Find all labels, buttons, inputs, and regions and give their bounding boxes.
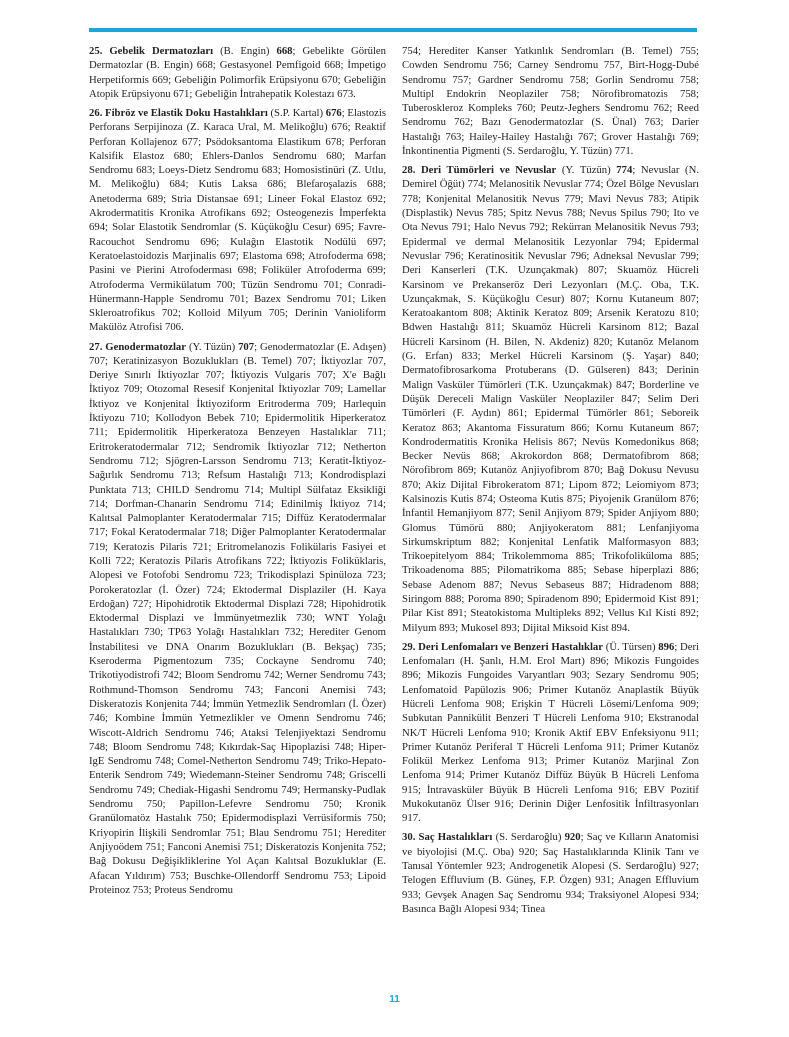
chapter-title: Deri Lenfomaları ve Benzeri Hastalıklar [418,640,604,653]
toc-entry [402,640,699,826]
chapter-author: (S.P. Kartal) [270,106,324,119]
chapter-number: 25. [89,45,103,57]
left-column [89,44,386,902]
toc-entry-continued [402,44,699,158]
toc-entry [89,106,386,335]
chapter-contents: ; Elastozis Perforans Serpijinoza (Z. Karaca Ural, M. Melikoğlu) 676; Reaktif Perforan Kollajenoz 677; Psödoksantoma Elastikum 678; Perforan Kalsifik Elastoz 680; Ehlers-Danlos Sendromu 680; Marfan Sendromu 683; Loeys-Dietz Sendromu 683; Homosistinüri (Z. Utlu, M. Melikoğlu) 684; Kutis Laksa 686; Blefaroşalazis 688; Anetoderma 689; Stria Distansae 691; Lineer Fokal Elastoz 692; Akrodermatitis Kronika Atrofikans 692; Osteogenezis İmperfekta 694; Solar Elastotik Sendromlar (S. Küçükoğlu Cesur) 695; Favre-Racouchot Sendromu 696; Kulağın Elastotik Nodülü 697; Keratoelastoidozis Marjinalis 697; Elastoma 698; Atrofoderma 698; Pasini ve Pierini Atrofoderması 698; Foliküler Atrofoderma 699; Atrofoderma Vermikülatum 700; Tüzün Sendromu 701; Conradi-Hünermann-Happle Sendromu 701; Bazex Sendromu 701; Liken Skleroatrofikus 702; Kolloid Milyum 705; Derinin Vanioliform Makülöz Atrofisi 706. [89,106,387,334]
chapter-author: (Ü. Türsen) [605,640,656,653]
chapter-number: 27. [89,340,103,353]
toc-entry [402,163,699,635]
chapter-number: 26. [89,106,103,119]
chapter-title: Genodermatozlar [105,340,187,353]
chapter-contents: ; Nevuslar (N. Demirel Öğüt) 774; Melanositik Nevuslar 774; Özel Bölge Nevusları 778; Konjenital Melanositik Nevus 779; Mavi Nevus 783; Atipik (Displastik) Nevus 785; Spitz Nevus 788; Nevus Spilus 790; Ito ve Ota Nevus 791; Halo Nevus 792; Rekürran Melanositik Nevus 793; Epidermal ve dermal Melanositik Lezyonlar 794; Epidermal Nevuslar 796; Keratinositik Nevuslar 796; Adneksal Nevuslar 799; Deri Kanserleri (T.K. Uzunçakmak) 807; Skuamöz Hücreli Karsinom ve Prekanseröz Deri Lezyonları (M.Ç. Oba, T.K. Uzunçakmak, S. Küçükoğlu Cesur) 807; Kornu Kutaneum 807; Keratoakantom 808; Aktinik Keratoz 809; Arsenik Keratozu 810; Bdwen Hastalığı 811; Skuamöz Hücreli Karsinom 812; Bazal Hücreli Karsinom (H. Bilen, N. Akdeniz) 820; Kutanöz Melanom (G. Erfan) 833; Merkel Hücreli Karsinom (Ş. Yaşar) 840; Dermatofibrosarkoma Protuberans (D. Gülseren) 843; Derinin Malign Vasküler Tümörleri (T.K. Uzunçakmak) 847; Borderline ve Düşük Dereceli Malign Vasküler Neoplaziler 847; Selim Deri Tümörleri (F. Aydın) 861; Epidermal Tümörler 861; Seboreik Keratoz 863; Akantoma Fissuratum 866; Kornu Kutaneum 867; Kondrodermatitis Kronika Helisis 867; Nevüs Komedonikus 868; Becker Nevüs 868; Akrokordon 868; Dermatofibrom 868; Nörofibrom 869; Kutanöz Anjiyofibrom 870; Bağ Dokusu Nevusu 870; Akiz Dijital Fibrokeratom 871; Lipom 872; Leiomiyom 873; Kalsinozis Kutis 874; Osteoma Kutis 875; Piyojenik Granülom 876; İnfantil Hemanjiyom 877; Senil Anjiyom 879; Spider Anjiyom 880; Glomus Tümörü 880; Anjiyokeratom 881; Lenfanjiyoma Sirkumskriptum 882; Konjenital Lenfatik Malformasyon 883; Trikoepitelyom 884; Trikolemmoma 885; Trikofoliküloma 885; Trikoadenoma 885; Pilomatrikoma 885; Sebase hiperplazi 886; Sebase Adenom 887; Nevus Sebaseus 887; Hidradenom 888; Siringom 888; Poroma 890; Spiradenom 890; Epidermoid Kist 891; Pilar Kist 891; Steatokistoma Multipleks 892; Vellus Kıl Kisti 892; Milyum 893; Mukosel 893; Dijital Miksoid Kist 894. [402,164,700,634]
chapter-contents: ; Saç ve Kılların Anatomisi ve biyolojisi (M.Ç. Oba) 920; Saç Hastalıklarında Klinik Tanı ve Tanısal Yöntemler 923; Androgenetik Alopesi (S. Serdaroğlu) 927; Telogen Effluvium (B. Güneş, F.P. Özgen) 931; Anagen Effluvium 933; Gevşek Anagen Saç Sendromu 934; Traksiyonel Alopesi 934; Basınca Bağlı Alopesi 934; Tinea [402,831,700,915]
chapter-author: (B. Engin) [220,45,270,57]
chapter-author: (Y. Tüzün) [188,340,236,353]
chapter-number: 28. [402,164,416,177]
chapter-title: Saç Hastalıkları [418,831,493,844]
toc-entry [89,44,386,101]
chapter-page: 896 [658,640,675,653]
chapter-title: Deri Tümörleri ve Nevuslar [420,164,557,177]
page-number: 11 [389,994,400,1005]
chapter-title: Fibröz ve Elastik Doku Hastalıkları [105,106,268,119]
chapter-contents: ; Deri Lenfomaları (H. Şanlı, H.M. Erol Mart) 896; Mikozis Fungoides 896; Mikozis Fungoides Varyantları 903; Sezary Sendromu 905; Lenfomatoid Papülozis 906; Primer Kutanöz Anaplastik Büyük Hücreli Lenfoma 908; Erişkin T Hücreli Lösemi/Lenfoma 909; Subkutan Pannikülit Benzeri T Hücreli Lenfoma 910; Ekstranodal NK/T Hücreli Lenfoma 910; Kronik Aktif EBV Enfeksiyonu 911; Primer Kutanöz Periferal T Hücreli Lenfoma 911; Primer Kutanöz Folikül Merkez Lenfoma 913; Primer Kutanöz Marjinal Zon Lenfoma 914; Primer Kutanöz Diffüz Büyük B Hücreli Lenfoma 915; İntravasküler Büyük B Hücreli Lenfoma 916; EBV Pozitif Mukokutanöz Ülser 916; Derinin Diğer Lenfositik İnfiltrasyonları 917. [402,640,700,825]
chapter-page: 920 [564,831,581,844]
chapter-contents: 754; Herediter Kanser Yatkınlık Sendromları (B. Temel) 755; Cowden Sendromu 756; Carney Sendromu 757, Birt-Hogg-Dubé Sendromu 757; Gardner Sendromu 758; Gorlin Sendromu 758; Multipl Endokrin Neoplaziler 758; Nörofibromatozis 758; Tuberoskleroz Kompleks 760; Peutz-Jeghers Sendromu 762; Reed Sendromu 762; Bazı Genodermatozlar (S. Ünal) 763; Darier Hastalığı 763; Hailey-Hailey Hastalığı 767; Grover Hastalığı 769; İnkontinentia Pigmenti (S. Serdaroğlu, Y. Tüzün) 771. [402,45,699,158]
chapter-contents: ; Gebelikte Görülen Dermatozlar (B. Engin) 668; Gestasyonel Pemfigoid 668; İmpetigo Herpetiformis 669; Gebeliğin Polimorfik Erüpsiyonu 670; Gebeliğin Atopik Erüpsiyonu 671; Gebeliğin İntrahepatik Kolestazı 673. [89,45,387,100]
toc-entry [89,340,386,898]
chapter-number: 29. [402,640,416,653]
chapter-page: 668 [276,45,293,57]
top-accent-rule [89,28,697,32]
toc-entry [402,830,699,916]
chapter-contents: ; Genodermatozlar (E. Adışen) 707; Keratinizasyon Bozuklukları (B. Temel) 707; İktiyozlar 707, Deriye Sınırlı İktiyozlar 707; İktiyozis Vulgaris 707; X'e Bağlı İktiyoz 709; Otozomal Resesif Konjenital İktiyozlar 709; Lamellar İktiyoz ve Konjenital İktiyoziform Eritroderma 709; Harlequin İktiyozu 710; Kollodyon Bebek 710; Epidermolitik Hiperkeratoz 711; Epidermolitik Hiperkeratoza Benzeyen Hastalıklar 711; Eritrokeratodermalar 712; Sendromik İktiyozlar 712; Netherton Sendromu 712; Sjögren-Larsson Sendromu 713; Keratit-İktiyoz-Sağırlık Sendromu 713; Refsum Hastalığı 713; Kondrodisplazi Punktata 713; CHILD Sendromu 714; Multipl Sülfataz Eksikliği 714; Dorfman-Chanarin Sendromu 714; Edinilmiş İktiyoz 714; Kalıtsal Palmoplanter Keratodermalar 715; Diffüz Keratodermalar 717; Fokal Keratodermalar 718; Diğer Palmoplanter Keratodermalar 719; Keratozis Pilaris 721; Eritromelanozis Folikülaris Fasiyei et Kolli 722; Keratozis Pilaris Atrofikans 722; İktiyozis Foliküklaris, Alopesi ve Fotofobi Sendromu 723; Trikodisplazi Spinüloza 723; Porokeratozlar (İ. Özer) 724; Ektodermal Displaziler (H. Kaya Erdoğan) 727; Hipohidrotik Ektodermal Displazi 728; Hipohidrotik Ektodermal Displazi ve İmmünyetmezlik 730; WNT Yolağı Hastalıkları 730; TP63 Yolağı Hastalıkları 732; Herediter Genom İnstabilitesi ve DNA Onarım Bozuklukları (B. Bekşaç) 735; Kseroderma Pigmentozum 735; Cockayne Sendromu 740; Trikotiyodistrofi 742; Bloom Sendromu 742; Werner Sendromu 743; Rothmund-Thomson Sendromu 743; Fanconi Anemisi 743; Diskeratozis Konjenita 744; İmmün Yetmezlik Sendromları (İ. Özer) 746; Kombine İmmün Yetmezlikler ve Omenn Sendromu 746; Wiscott-Aldrich Sendromu 746; Ataksi Telenjiyektazi Sendromu 748; Bloom Sendromu 748; Kıkırdak-Saç Hipoplazisi 748; Hiper-IgE Sendromu 748; Comel-Netherton Sendromu 749; Triko-Hepato-Enterik Sendrom 749; Wiedemann-Steiner Sendromu 748; Griscelli Sendromu 749; Chediak-Higashi Sendromu 749; Hermansky-Pudlak Sendromu 750; Papillon-Lefevre Sendromu 750; Kronik Granülomatöz Hastalık 750; Epidermodisplazi Verrüsiformis 750; Kriyopirin İlişkili Sendromlar 751; Blau Sendromu 751; Herediter Anjiyoödem 751; Fanconi Anemisi 751; Diskeratozis Konjenita 752; Bağ Dokusu Değişikliklerine Yol Açan Kalıtsal Bozukluklar (E. Afacan Yıldırım) 753; Buschke-Ollendorff Sendromu 753; Lipoid Proteinoz 753; Proteus Sendromu [89,340,387,896]
chapter-number: 30. [402,831,416,844]
chapter-author: (Y. Tüzün) [561,164,611,177]
chapter-title: Gebelik Dermatozları [109,45,214,57]
chapter-page: 707 [238,340,255,353]
chapter-page: 676 [325,106,342,119]
chapter-page: 774 [616,164,633,177]
chapter-author: (S. Serdaroğlu) [495,831,562,844]
right-column [402,44,699,921]
